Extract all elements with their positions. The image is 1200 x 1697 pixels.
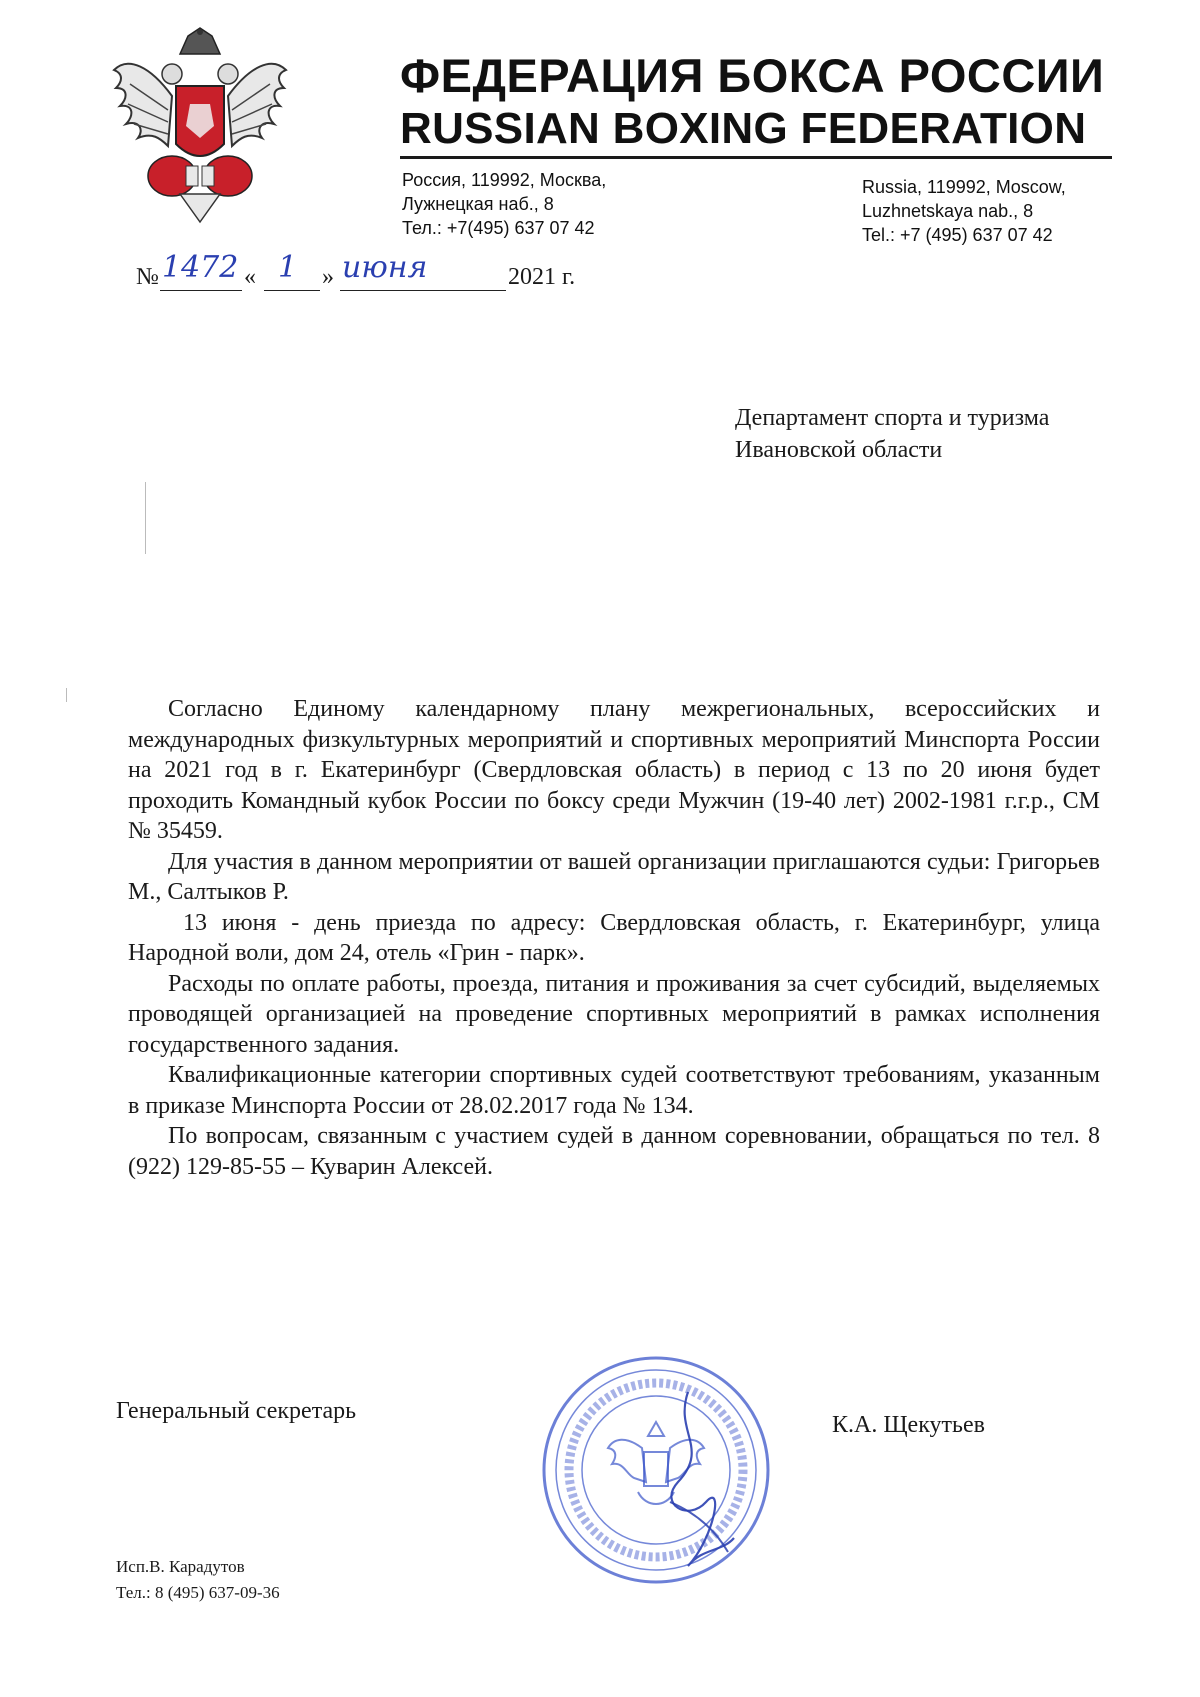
address-ru <box>402 168 606 240</box>
close-quote: » <box>322 264 334 290</box>
executor-name: Исп.В. Карадутов <box>116 1557 245 1576</box>
recipient-line: Ивановской области <box>735 437 943 463</box>
number-label: № <box>136 264 159 290</box>
signatory-name: К.А. Щекутьев <box>832 1412 985 1438</box>
month-handwritten: июня <box>342 250 428 285</box>
org-name-en: RUSSIAN BOXING FEDERATION <box>400 104 1087 153</box>
open-quote: « <box>244 264 256 290</box>
body-paragraph: 13 июня - день приезда по адресу: Свердловская область, г. Екатеринбург, улица Народной воли, дом 24, отель «Грин - парк». <box>128 909 1100 966</box>
reference-line <box>136 252 606 292</box>
executor-phone: Тел.: 8 (495) 637-09-36 <box>116 1583 280 1602</box>
address-en-line: Russia, 119992, Moscow, <box>862 177 1066 197</box>
signatory-title: Генеральный секретарь <box>116 1398 357 1424</box>
number-underline <box>160 290 242 291</box>
letter-body <box>128 694 1100 1182</box>
recipient <box>735 402 1049 466</box>
federation-emblem <box>110 26 290 226</box>
address-en-line: Tel.: +7 (495) 637 07 42 <box>862 225 1053 245</box>
address-ru-line: Лужнецкая наб., 8 <box>402 194 554 214</box>
body-paragraph: Квалификационные категории спортивных судей соответствуют требованиям, указанным в приказе Минспорта России от 28.02.2017 года № 134. <box>128 1062 1100 1119</box>
recipient-line: Департамент спорта и туризма <box>735 405 1050 431</box>
day-underline <box>264 290 320 291</box>
executor-info <box>116 1554 280 1606</box>
address-en-line: Luzhnetskaya nab., 8 <box>862 201 1034 221</box>
scan-mark <box>145 482 146 554</box>
day-handwritten: 1 <box>278 250 298 285</box>
year: 2021 г. <box>508 264 576 290</box>
number-handwritten: 1472 <box>162 250 239 285</box>
scan-mark <box>66 688 67 702</box>
month-underline <box>340 290 506 291</box>
body-paragraph: Расходы по оплате работы, проезда, питания и проживания за счет субсидий, выделяемых проводящей организацией на проведение спортивных мероприятий в рамках исполнения государственного задания. <box>128 970 1100 1058</box>
body-paragraph: По вопросам, связанным с участием судей в данном соревновании, обращаться по тел. 8 (922) 129-85-55 – Куварин Алексей. <box>128 1123 1100 1180</box>
address-ru-line: Россия, 119992, Москва, <box>402 170 607 190</box>
org-name-ru: ФЕДЕРАЦИЯ БОКСА РОССИИ <box>400 49 1105 102</box>
address-ru-line: Тел.: +7(495) 637 07 42 <box>402 218 595 238</box>
body-paragraph: Согласно Единому календарному плану межрегиональных, всероссийских и международных физкультурных мероприятий и спортивных мероприятий Минспорта России на 2021 год в г. Екатеринбург (Свердловская область) в период с 13 по 20 июня будет проходить Командный кубок России по боксу среди Мужчин (19-40 лет) 2002-1981 г.г.р., СМ № 35459. <box>128 696 1100 844</box>
official-stamp <box>538 1352 774 1588</box>
address-en <box>862 175 1066 247</box>
body-paragraph: Для участия в данном мероприятии от вашей организации приглашаются судьи: Григорьев М., Салтыков Р. <box>128 848 1100 905</box>
header-rule <box>400 156 1112 159</box>
